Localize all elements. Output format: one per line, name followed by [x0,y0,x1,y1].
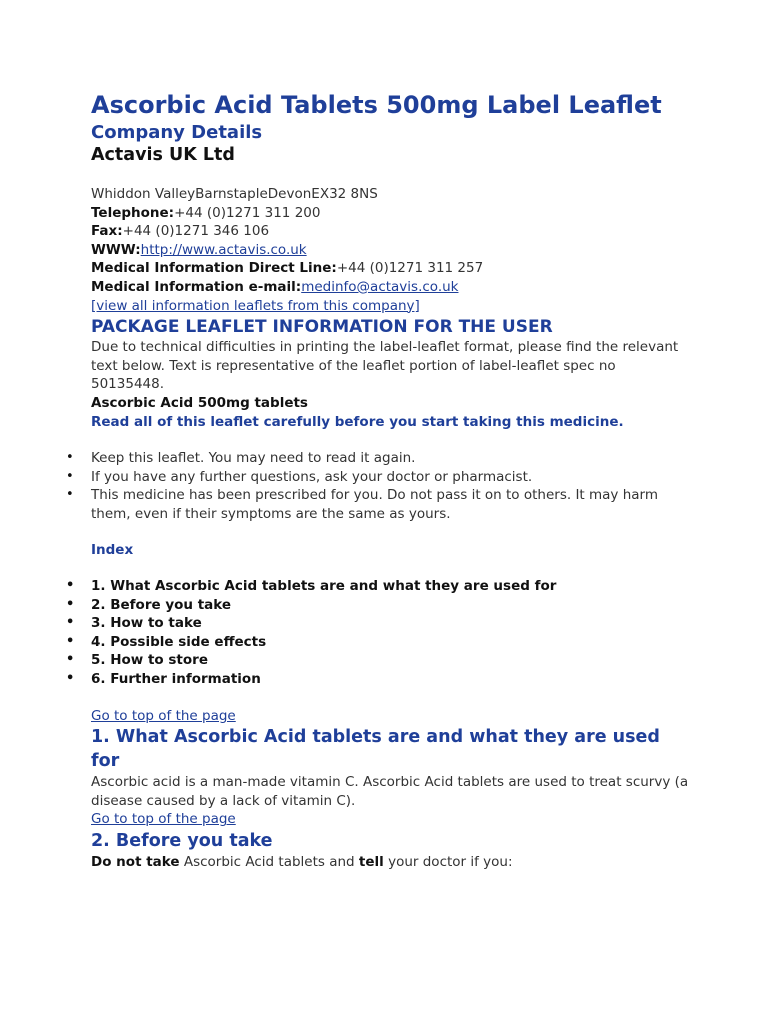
go-top-line-1 [91,707,691,726]
index-item: • 1. What Ascorbic Acid tablets are and what they are used for [66,578,557,595]
med-direct-value: +44 (0)1271 311 257 [336,260,484,277]
fax-value: +44 (0)1271 346 106 [122,223,270,240]
company-address: Whiddon ValleyBarnstapleDevonEX32 8NS [91,186,378,202]
index-item: • 2. Before you take [66,596,232,613]
leaflet-content [66,88,691,872]
go-to-top-link[interactable]: Go to top of the page [91,707,236,724]
package-leaflet-heading: PACKAGE LEAFLET INFORMATION FOR THE USER [91,317,553,338]
index-item: • 5. How to store [66,652,208,669]
bullet-icon: • [66,652,75,668]
med-direct-label: Medical Information Direct Line: [91,260,337,277]
telephone-line [91,204,691,223]
med-email-line [91,278,691,297]
company-name: Actavis UK Ltd [91,145,235,165]
list-item: • This medicine has been prescribed for you. Do not pass it on to others. It may harm them, even if their symptoms are the same as yours. [66,487,658,522]
do-not-take-label: Do not take [91,854,180,871]
list-item: • If you have any further questions, ask your doctor or pharmacist. [66,468,533,485]
bullet-icon: • [66,578,75,594]
company-details-heading: Company Details [91,122,263,143]
med-direct-line [91,259,691,278]
med-email-label: Medical Information e-mail: [91,278,302,295]
fax-line [91,222,691,241]
section-2-heading: 2. Before you take [91,831,273,852]
index-item: • 3. How to take [66,615,202,632]
website-link[interactable]: http://www.actavis.co.uk [140,241,307,258]
go-top-line-2 [91,810,691,829]
product-name: Ascorbic Acid 500mg tablets [91,394,308,411]
telephone-value: +44 (0)1271 311 200 [174,204,321,221]
page-title: Ascorbic Acid Tablets 500mg Label Leaflet [91,91,662,119]
view-all-leaflets-link[interactable]: [view all information leaflets from this company] [91,297,420,314]
bullet-icon: • [66,468,74,484]
bullet-icon: • [66,487,74,503]
bullet-icon: • [66,671,75,687]
section-2-intro: Do not take Ascorbic Acid tablets and tell your doctor if you: [91,854,513,871]
list-item: • Keep this leaflet. You may need to read it again. [66,450,416,467]
read-all-warning: Read all of this leaflet carefully before you start taking this medicine. [91,413,624,430]
index-item: • 6. Further information [66,671,261,688]
package-intro: Due to technical difficulties in printing the label-leaflet format, please find the relevant text below. Text is representative of the leaflet portion of label-leaflet spec no 50135448. [91,339,679,393]
go-to-top-link[interactable]: Go to top of the page [91,811,236,828]
section-1-heading: 1. What Ascorbic Acid tablets are and what they are used for [91,727,660,772]
telephone-label: Telephone: [91,204,175,221]
index-item: • 4. Possible side effects [66,633,267,650]
fax-label: Fax: [91,223,123,240]
bullet-icon: • [66,633,75,649]
bullet-icon: • [66,450,74,466]
bullet-icon: • [66,615,75,631]
index-list [66,577,691,689]
bullet-icon: • [66,596,75,612]
tell-label: tell [358,854,384,871]
index-heading: Index [91,541,134,558]
www-line [91,241,691,260]
med-email-link[interactable]: medinfo@actavis.co.uk [301,278,459,295]
www-label: WWW: [91,241,141,258]
section-1-body: Ascorbic acid is a man-made vitamin C. Ascorbic Acid tablets are used to treat scurvy (a disease caused by a lack of vitamin C). [91,774,689,809]
advice-list [66,449,691,523]
view-all-line [91,297,691,316]
